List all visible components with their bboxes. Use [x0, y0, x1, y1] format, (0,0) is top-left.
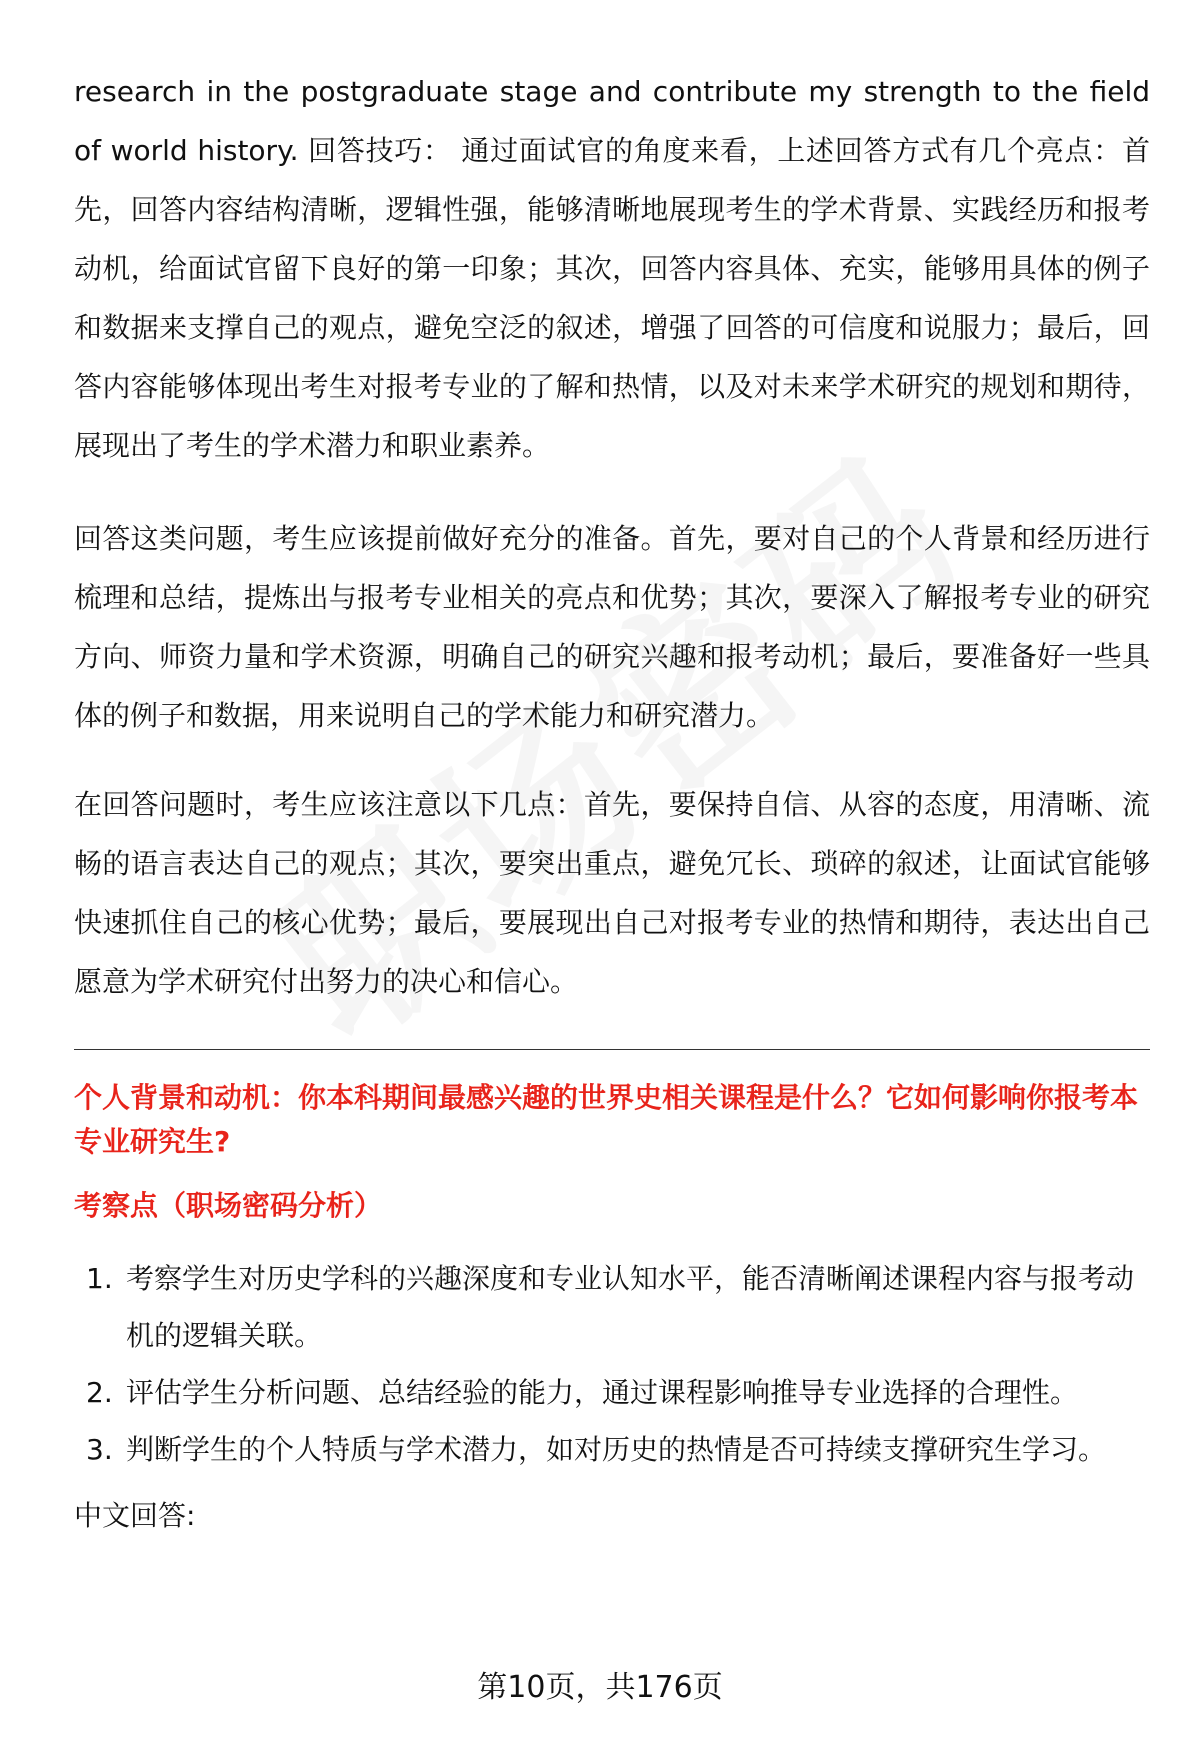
list-item-text: 评估学生分析问题、总结经验的能力，通过课程影响推导专业选择的合理性。 [126, 1376, 1079, 1409]
question-heading: 个人背景和动机：你本科期间最感兴趣的世界史相关课程是什么？它如何影响你报考本专业研究生? [74, 1081, 1139, 1158]
list-item-text: 考察学生对历史学科的兴趣深度和专业认知水平，能否清晰阐述课程内容与报考动机的逻辑关联。 [126, 1262, 1135, 1352]
list-item [74, 1421, 1150, 1478]
document-page [74, 62, 1150, 1538]
list-item [74, 1250, 1150, 1364]
list-number: 1. [86, 1262, 113, 1295]
exam-points-heading: 考察点（职场密码分析） [74, 1189, 383, 1222]
answer-label: 中文回答: [74, 1499, 196, 1532]
list-number: 2. [86, 1376, 113, 1409]
paragraph-answer-tips: research in the postgraduate stage and contribute my strength to the field of world history. 回答技巧： 通过面试官的角度来看，上述回答方式有几个亮点：首先，回答内容结构清晰，逻辑性强，能够清晰地展现考生的学术背景、实践经历和报考动机，给面试官留下良好的第一印象；其次，回答内容具体、充实，能够用具体的例子和数据来支撑自己的观点，避免空泛的叙述，增强了回答的可信度和说服力；最后，回答内容能够体现出考生对报考专业的了解和热情，以及对未来学术研究的规划和期待，展现出了考生的学术潜力和职业素养。 [74, 75, 1150, 462]
exam-points-list [74, 1250, 1150, 1478]
section-divider [74, 1049, 1150, 1050]
list-number: 3. [86, 1433, 113, 1466]
page-footer: 第10页，共176页 [477, 1670, 723, 1705]
list-item-text: 判断学生的个人特质与学术潜力，如对历史的热情是否可持续支撑研究生学习。 [126, 1433, 1107, 1466]
paragraph-attention-points: 在回答问题时，考生应该注意以下几点：首先，要保持自信、从容的态度，用清晰、流畅的语言表达自己的观点；其次，要突出重点，避免冗长、琐碎的叙述，让面试官能够快速抓住自己的核心优势；最后，要展现出自己对报考专业的热情和期待，表达出自己愿意为学术研究付出努力的决心和信心。 [74, 788, 1150, 998]
list-item [74, 1364, 1150, 1421]
paragraph-preparation: 回答这类问题，考生应该提前做好充分的准备。首先，要对自己的个人背景和经历进行梳理和总结，提炼出与报考专业相关的亮点和优势；其次，要深入了解报考专业的研究方向、师资力量和学术资源，明确自己的研究兴趣和报考动机；最后，要准备好一些具体的例子和数据，用来说明自己的学术能力和研究潜力。 [74, 522, 1150, 732]
